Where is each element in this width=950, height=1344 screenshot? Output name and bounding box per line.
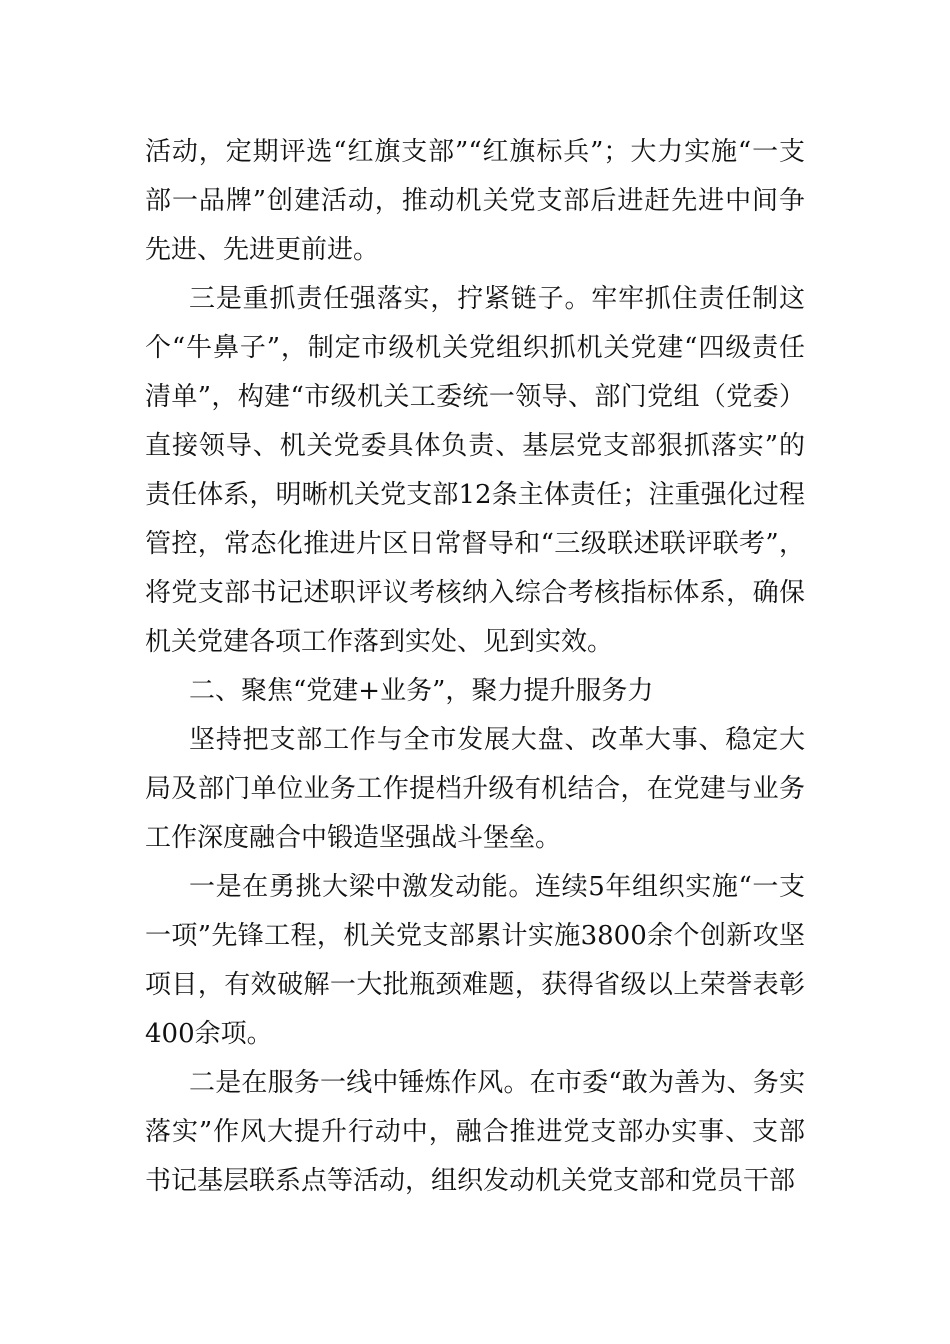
document-body: [145, 128, 805, 1206]
paragraph-responsibility: 三是重抓责任强落实，拧紧链子。牢牢抓住责任制这个“牛鼻子”，制定市级机关党组织抓机关党建“四级责任清单”，构建“市级机关工委统一领导、部门党组（党委）直接领导、机关党委具体负责、基层党支部狠抓落实”的责任体系，明晰机关党支部12条主体责任；注重强化过程管控，常态化推进片区日常督导和“三级联述联评联考”，将党支部书记述职评议考核纳入综合考核指标体系，确保机关党建各项工作落到实处、见到实效。: [145, 284, 805, 657]
paragraph-intro: 坚持把支部工作与全市发展大盘、改革大事、稳定大局及部门单位业务工作提档升级有机结合，在党建与业务工作深度融合中锻造坚强战斗堡垒。: [145, 725, 805, 853]
paragraph-point-two: 二是在服务一线中锤炼作风。在市委“敢为善为、务实落实”作风大提升行动中，融合推进党支部办实事、支部书记基层联系点等活动，组织发动机关党支部和党员干部: [145, 1068, 805, 1196]
paragraph-point-one: 一是在勇挑大梁中激发动能。连续5年组织实施“一支一项”先锋工程，机关党支部累计实施3800余个创新攻坚项目，有效破解一大批瓶颈难题，获得省级以上荣誉表彰400余项。: [145, 872, 805, 1049]
paragraph-continuation: 活动，定期评选“红旗支部”“红旗标兵”；大力实施“一支部一品牌”创建活动，推动机关党支部后进赶先进中间争先进、先进更前进。: [145, 137, 805, 265]
section-heading: 二、聚焦“党建+业务”，聚力提升服务力: [189, 676, 654, 706]
